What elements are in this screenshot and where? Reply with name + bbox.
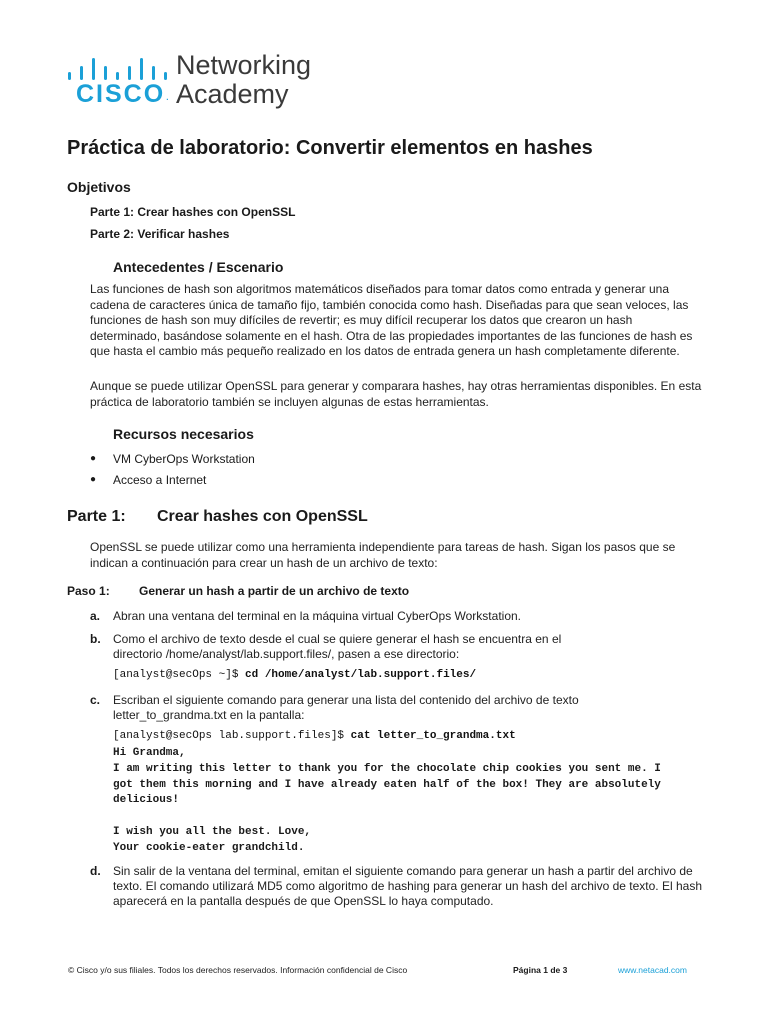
item-d-text: Sin salir de la ventana del terminal, emitan el siguiente comando para generar un hash a partir del archivo de texto. El comando utilizará MD5 como algoritmo de hashing para generar un hash del archivo de texto. El hash aparecerá en la pantalla después de que OpenSSL lo haya computado. (113, 864, 702, 908)
background-paragraph-1: Las funciones de hash son algoritmos matemáticos diseñados para tomar datos como entrada y generar una cadena de caracteres única de tamaño fijo, también conocida como hash. Diseñadas para que sean veloces, las funciones de hash son muy difíciles de revertir; es muy difícil recuperar los datos que crearon un hash determinado, basándose solamente en el hash. Otra de las propiedades importantes de las funciones de hash es que hasta el cambio más pequeño realizado en los datos de entrada genera un hash completamente diferente. (90, 282, 693, 358)
cisco-wordmark: CISCO. (76, 80, 169, 108)
part-1-intro: OpenSSL se puede utilizar como una herramienta independiente para tareas de hash. Sigan los pasos que se indican a continuación para crear un hash de un archivo de texto: (90, 540, 676, 570)
objective-part-2: Parte 2: Verificar hashes (90, 227, 230, 241)
output-line: Hi Grandma, (113, 747, 186, 759)
resources-heading: Recursos necesarios (113, 426, 254, 442)
cisco-networking-academy-logo (68, 50, 328, 112)
bullet-icon: ● (90, 453, 97, 464)
output-line: Your cookie-eater grandchild. (113, 841, 305, 854)
output-line: delicious! (113, 794, 180, 807)
output-line (113, 809, 661, 825)
objective-part-1: Parte 1: Crear hashes con OpenSSL (90, 205, 296, 219)
output-line: got them this morning and I have already eaten half of the box! They are absolutely (113, 778, 661, 791)
background-paragraph-2: Aunque se puede utilizar OpenSSL para generar y comparara hashes, hay otras herramientas disponibles. En esta práctica de laboratorio también se incluyen algunas de estas herramientas. (90, 379, 702, 409)
command-cd: [analyst@secOps ~]$ cd /home/analyst/lab.support.files/ (113, 669, 477, 681)
list-item: ● Acceso a Internet (90, 473, 207, 487)
item-a-text: Abran una ventana del terminal en la máquina virtual CyberOps Workstation. (113, 609, 521, 623)
logo-line-academy: Academy (176, 79, 289, 109)
item-d-letter: d. (90, 864, 101, 878)
item-b-letter: b. (90, 632, 101, 646)
part-1-heading: Parte 1: Crear hashes con OpenSSL (67, 508, 368, 525)
objectives-heading: Objetivos (67, 179, 131, 195)
logo-line-networking: Networking (176, 50, 312, 80)
footer-url-link[interactable]: www.netacad.com (618, 965, 687, 975)
output-line: I wish you all the best. Love, (113, 825, 312, 838)
output-line: I am writing this letter to thank you for the chocolate chip cookies you sent me. I (113, 762, 661, 775)
item-b-text: Como el archivo de texto desde el cual se quiere generar el hash se encuentra en el directorio /home/analyst/lab.support.files/, pasen a ese directorio: (113, 632, 562, 661)
letter-output (113, 746, 661, 857)
list-item: ● VM CyberOps Workstation (90, 452, 255, 466)
item-c-text: Escriban el siguiente comando para generar una lista del contenido del archivo de texto letter_to_grandma.txt en la pantalla: (113, 693, 579, 722)
cisco-bars-icon (68, 56, 164, 80)
command-cat: [analyst@secOps lab.support.files]$ cat letter_to_grandma.txt (113, 730, 516, 742)
bullet-icon: ● (90, 474, 97, 485)
footer-page-number: Página 1 de 3 (513, 965, 568, 975)
background-heading: Antecedentes / Escenario (113, 259, 284, 275)
item-a-letter: a. (90, 609, 101, 623)
document-title: Práctica de laboratorio: Convertir elementos en hashes (67, 137, 593, 159)
step-1-heading: Paso 1: Generar un hash a partir de un archivo de texto (67, 584, 410, 598)
resources-list (90, 450, 255, 492)
footer-copyright: © Cisco y/o sus filiales. Todos los derechos reservados. Información confidencial de Cisco (68, 965, 408, 975)
item-c-letter: c. (90, 693, 101, 707)
